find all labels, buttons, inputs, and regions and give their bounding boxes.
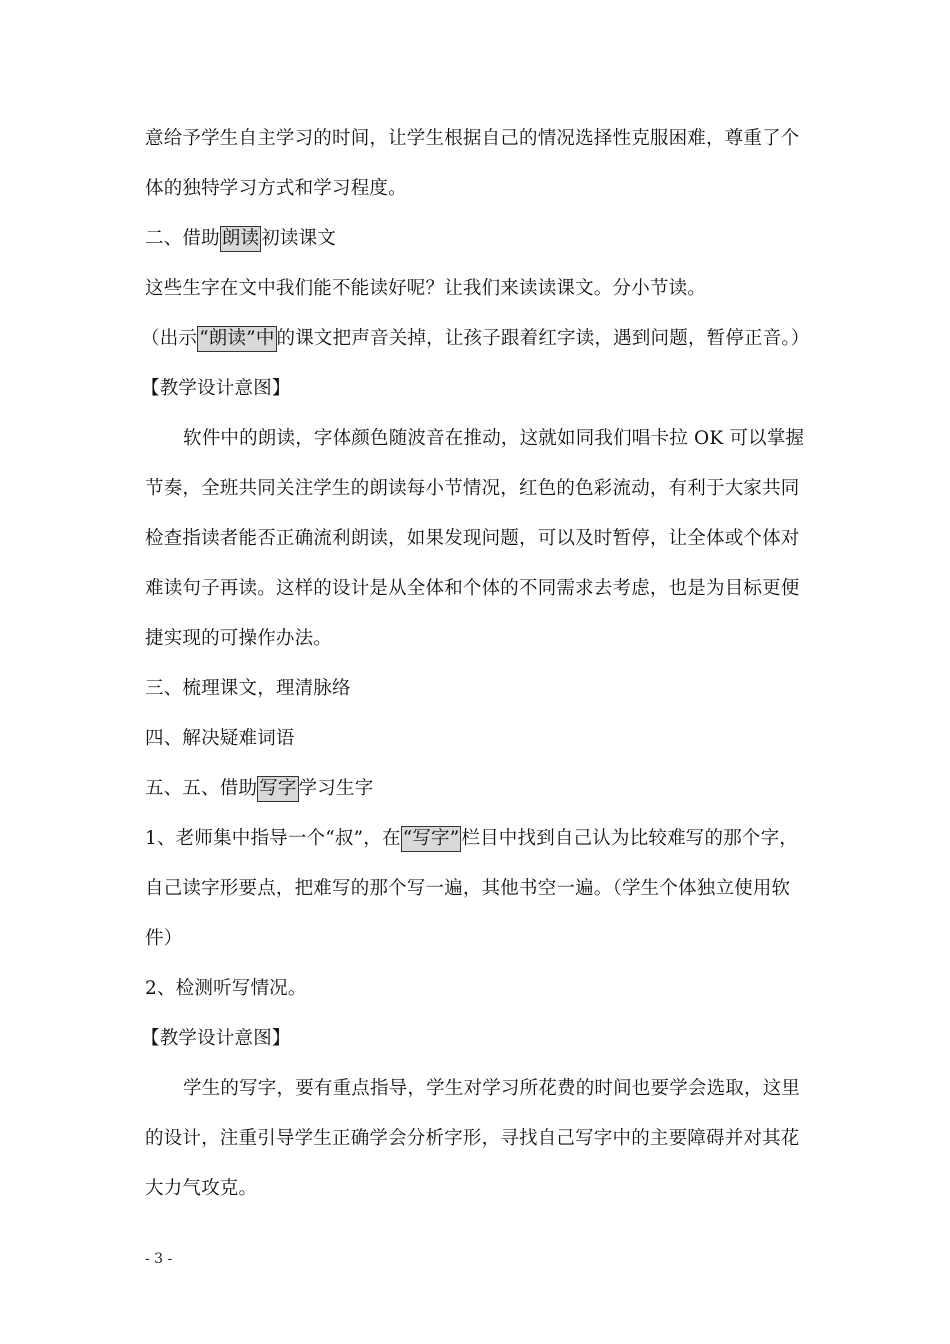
list-item-1 xyxy=(145,826,815,852)
paragraph-line: 体的独特学习方式和学习程度。 xyxy=(145,178,407,199)
paragraph-line: 软件中的朗读，字体颜色随波音在推动，这就如同我们唱卡拉 OK 可以掌握 xyxy=(183,428,805,449)
paragraph-line: 大力气攻克。 xyxy=(145,1178,258,1199)
instruction-suffix: 的课文把声音关掉，让孩子跟着红字读，遇到问题，暂停正音。） xyxy=(276,328,810,349)
list-item-suffix: 栏目中找到自己认为比较难写的那个字， xyxy=(461,828,799,849)
list-item-2: 2、检测听写情况。 xyxy=(145,978,307,999)
highlighted-term-langdu-zhong: “朗读”中 xyxy=(197,326,276,352)
paragraph-line: 学生的写字，要有重点指导，学生对学习所花费的时间也要学会选取，这里 xyxy=(183,1078,801,1099)
paragraph-line: 件） xyxy=(145,928,183,949)
heading-suffix: 初读课文 xyxy=(261,228,337,249)
paragraph-line: 检查指读者能否正确流利朗读，如果发现问题，可以及时暂停，让全体或个体对 xyxy=(145,528,800,549)
section-heading-5 xyxy=(145,776,815,802)
section-heading-4: 四、解决疑难词语 xyxy=(145,728,295,749)
highlighted-term-xiezi: 写字 xyxy=(257,776,298,802)
paragraph-line: 这些生字在文中我们能不能读好呢？让我们来读读课文。分小节读。 xyxy=(145,278,707,299)
design-intent-heading: 【教学设计意图】 xyxy=(141,1028,291,1049)
section-heading-3: 三、梳理课文，理清脉络 xyxy=(145,678,351,699)
paragraph-line: 自己读字形要点，把难写的那个写一遍，其他书空一遍。（学生个体独立使用软 xyxy=(145,878,791,899)
paragraph-line: 的设计，注重引导学生正确学会分析字形，寻找自己写字中的主要障碍并对其花 xyxy=(145,1128,800,1149)
paragraph-line: 难读句子再读。这样的设计是从全体和个体的不同需求去考虑，也是为目标更便 xyxy=(145,578,800,599)
page-number: - 3 - xyxy=(145,1251,173,1267)
paragraph-line: 捷实现的可操作办法。 xyxy=(145,628,333,649)
instruction-prefix: （出示 xyxy=(141,328,198,349)
heading-suffix: 学习生字 xyxy=(298,778,374,799)
highlighted-term-langdu: 朗读 xyxy=(220,226,261,252)
heading-prefix: 二、借助 xyxy=(145,228,220,249)
instruction-line xyxy=(141,326,811,352)
section-heading-2 xyxy=(145,226,815,252)
paragraph-line: 意给予学生自主学习的时间，让学生根据自己的情况选择性克服困难，尊重了个 xyxy=(145,128,800,149)
heading-prefix: 五、五、借助 xyxy=(145,778,258,799)
highlighted-term-xiezi-quoted: “写字” xyxy=(401,826,462,852)
list-item-prefix: 1、老师集中指导一个“叔”，在 xyxy=(145,828,401,849)
paragraph-line: 节奏，全班共同关注学生的朗读每小节情况，红色的色彩流动，有利于大家共同 xyxy=(145,478,800,499)
design-intent-heading: 【教学设计意图】 xyxy=(141,378,291,399)
